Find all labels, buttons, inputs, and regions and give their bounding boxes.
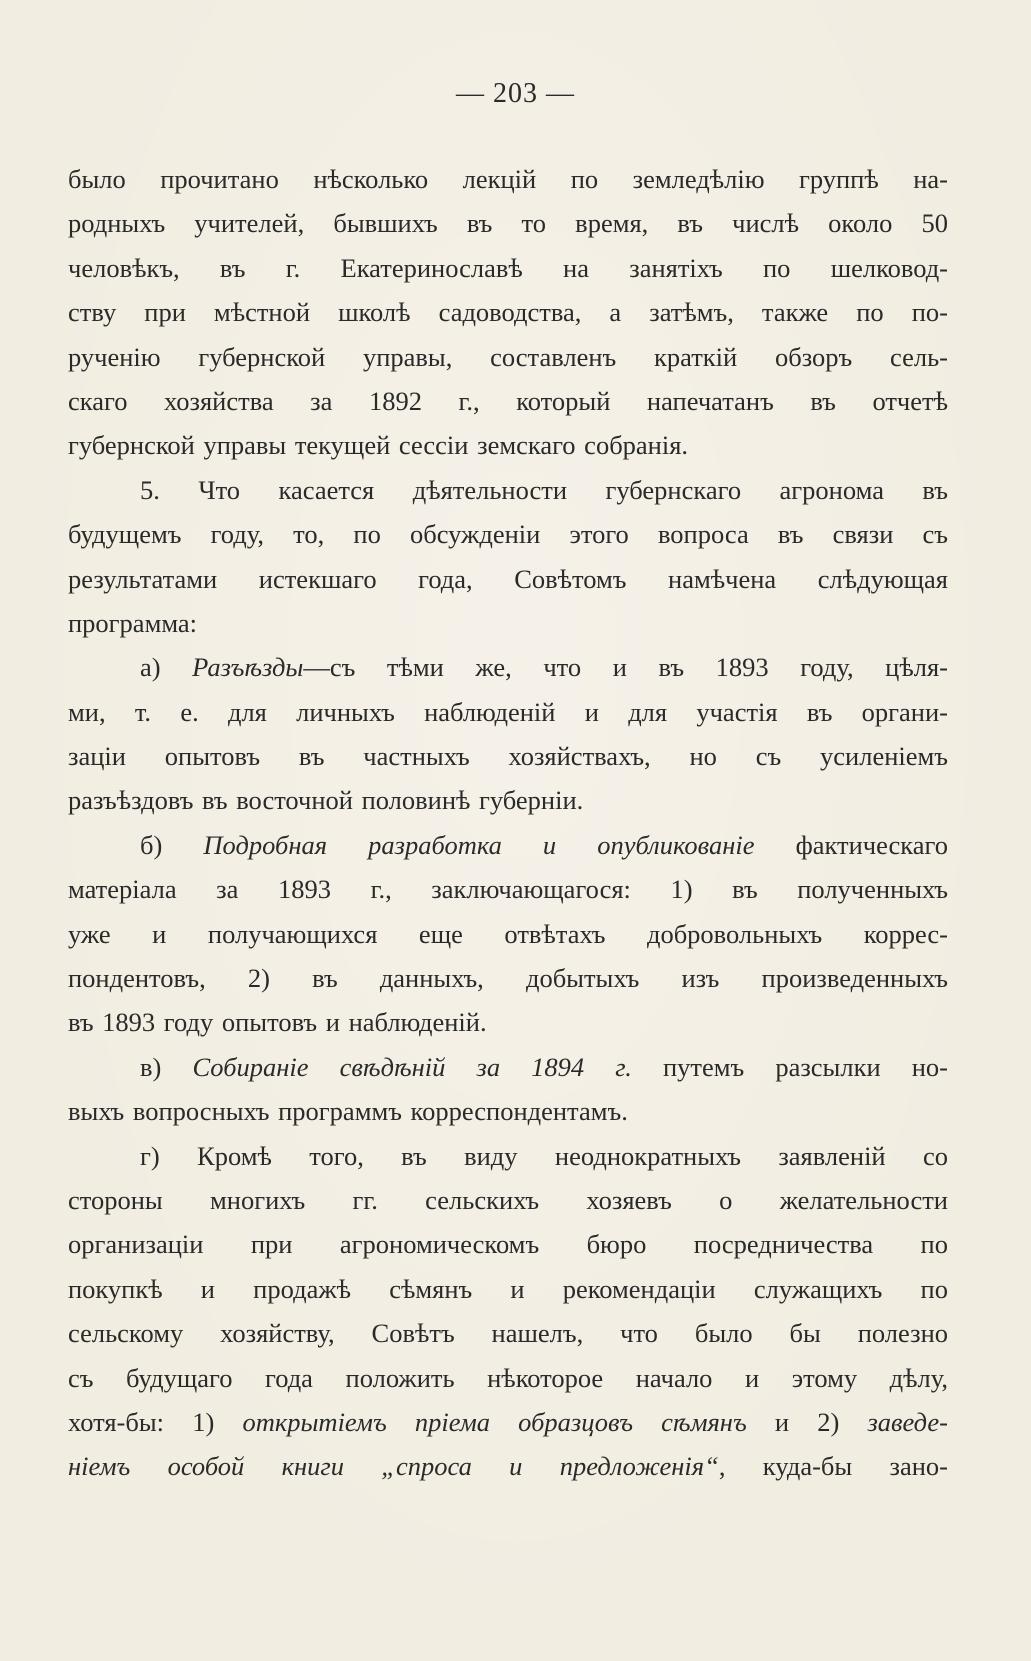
text-segment: родныхъ учителей, бывшихъ въ то время, въ числѣ около 50 <box>68 208 948 239</box>
text-segment: —съ тѣми же, что и въ 1893 году, цѣля- <box>303 652 948 683</box>
text-line <box>68 778 948 822</box>
text-segment: уже и получающихся еще отвѣтахъ добровольныхъ коррес- <box>68 918 948 949</box>
text-line <box>68 423 948 467</box>
italic-text: ніемъ особой книги „спроса и предложенія“ <box>68 1451 719 1482</box>
italic-text: Подробная разработка и опубликованіе <box>203 829 755 860</box>
text-line <box>68 1400 948 1444</box>
italic-text: открытіемъ пріема образцовъ сѣмянъ <box>242 1406 747 1437</box>
text-line <box>68 1356 948 1400</box>
text-line <box>68 1089 948 1133</box>
text-segment: заціи опытовъ въ частныхъ хозяйствахъ, но съ усиленіемъ <box>68 741 948 772</box>
text-segment: программа: <box>68 607 198 638</box>
text-line <box>68 867 948 911</box>
text-segment: результатами истекшаго года, Совѣтомъ намѣчена слѣдующая <box>68 563 948 594</box>
text-segment: въ 1893 году опытовъ и наблюденій. <box>68 1007 487 1038</box>
text-segment: губернской управы текущей сессіи земскаго собранія. <box>68 430 689 461</box>
text-segment: пондентовъ, 2) въ данныхъ, добытыхъ изъ произведенныхъ <box>68 963 948 994</box>
text-line <box>68 690 948 734</box>
text-segment: будущемъ году, то, по обсужденіи этого вопроса въ связи съ <box>68 519 948 550</box>
text-line <box>68 1134 948 1178</box>
text-line <box>68 645 948 689</box>
text-line <box>68 1045 948 1089</box>
text-segment: выхъ вопросныхъ программъ корреспондентамъ. <box>68 1096 628 1127</box>
text-line <box>68 246 948 290</box>
text-segment: хотя-бы: 1) <box>68 1406 243 1437</box>
text-line <box>68 734 948 778</box>
text-segment: фактическаго <box>754 829 949 860</box>
text-segment: в) <box>140 1051 193 1082</box>
text-segment: съ будущаго года положить нѣкоторое начало и этому дѣлу, <box>68 1362 948 1393</box>
text-segment: ми, т. е. для личныхъ наблюденій и для участія въ органи- <box>68 696 948 727</box>
text-segment: рученію губернской управы, составленъ краткій обзоръ сель- <box>68 341 948 372</box>
text-segment: а) <box>140 652 193 683</box>
text-line <box>68 912 948 956</box>
text-segment: ству при мѣстной школѣ садоводства, а затѣмъ, также по по- <box>68 297 948 328</box>
text-line <box>68 1222 948 1266</box>
text-line <box>68 379 948 423</box>
text-line <box>68 1178 948 1222</box>
text-line <box>68 823 948 867</box>
italic-text: заведе- <box>867 1406 948 1437</box>
text-segment: матеріала за 1893 г., заключающагося: 1) въ полученныхъ <box>68 874 948 905</box>
text-segment: и 2) <box>746 1406 868 1437</box>
text-line <box>68 1267 948 1311</box>
text-line <box>68 557 948 601</box>
text-segment: б) <box>140 829 204 860</box>
text-segment: сельскому хозяйству, Совѣтъ нашелъ, что было бы полезно <box>68 1318 948 1349</box>
text-line <box>68 335 948 379</box>
text-segment: путемъ разсылки но- <box>631 1051 948 1082</box>
text-body <box>68 157 948 1489</box>
text-line <box>68 1444 948 1488</box>
text-line <box>68 512 948 556</box>
text-line <box>68 956 948 1000</box>
text-segment: стороны многихъ гг. сельскихъ хозяевъ о желательности <box>68 1184 948 1215</box>
text-segment: 5. Что касается дѣятельности губернскаго агронома въ <box>140 474 948 505</box>
text-segment: разъѣздовъ въ восточной половинѣ губерніи. <box>68 785 584 816</box>
italic-text: Разъѣзды <box>192 652 304 683</box>
italic-text: Собираніе свѣдѣній за 1894 г. <box>192 1051 632 1082</box>
page-number: — 203 — <box>456 78 575 109</box>
text-line <box>68 201 948 245</box>
text-segment: организаціи при агрономическомъ бюро посредничества по <box>68 1229 948 1260</box>
text-segment: покупкѣ и продажѣ сѣмянъ и рекомендаціи служащихъ по <box>68 1273 948 1304</box>
text-line <box>68 157 948 201</box>
text-segment: г) Кромѣ того, въ виду неоднократныхъ заявленій со <box>140 1140 948 1171</box>
text-line <box>68 290 948 334</box>
text-line <box>68 1311 948 1355</box>
text-segment: скаго хозяйства за 1892 г., который напечатанъ въ отчетѣ <box>68 385 948 416</box>
text-line <box>68 1000 948 1044</box>
text-line <box>68 601 948 645</box>
text-segment: , куда-бы зано- <box>718 1451 948 1482</box>
text-segment: человѣкъ, въ г. Екатеринославѣ на занятіхъ по шелковод- <box>68 252 948 283</box>
text-line <box>68 468 948 512</box>
text-segment: было прочитано нѣсколько лекцій по земледѣлію группѣ на- <box>68 164 948 194</box>
